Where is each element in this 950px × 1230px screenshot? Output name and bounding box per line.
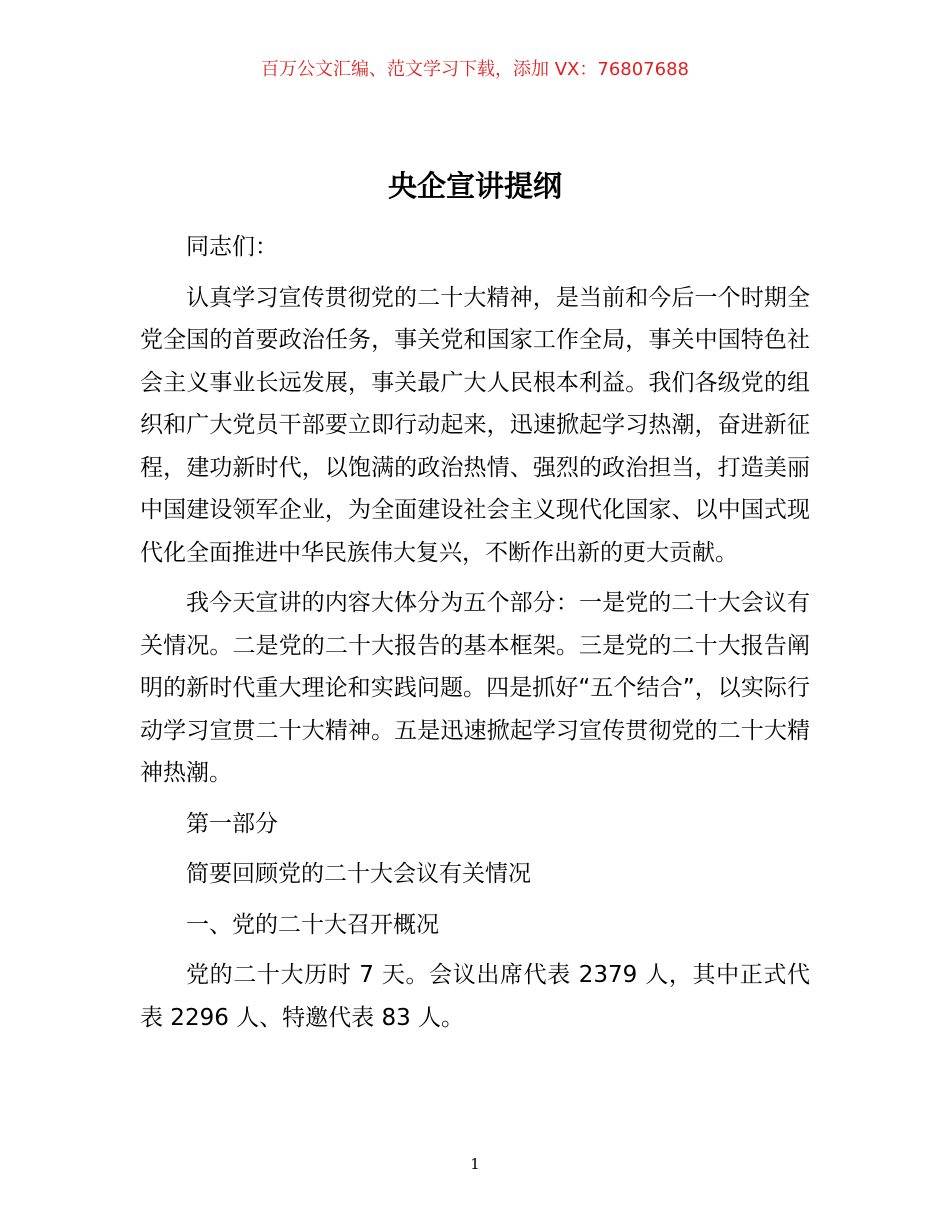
part-title: 简要回顾党的二十大会议有关情况 (186, 861, 531, 887)
paragraph-intro: 认真学习宣传贯彻党的二十大精神，是当前和今后一个时期全党全国的首要政治任务，事关党和国家工作全局，事关中国特色社会主义事业长远发展，事关最广大人民根本利益。我们各级党的组织和广大党员干部要立即行动起来，迅速掀起学习热潮，奋进新征程，建功新时代，以饱满的政治热情、强烈的政治担当，打造美丽中国建设领军企业，为全面建设社会主义现代化国家、以中国式现代化全面推进中华民族伟大复兴，不断作出新的更大贡献。 (140, 284, 810, 566)
section-heading: 一、党的二十大召开概况 (186, 911, 439, 938)
page-number: 1 (470, 1155, 480, 1173)
part-label: 第一部分 (186, 810, 278, 837)
header-banner: 百万公文汇编、范文学习下载，添加 VX：76807688 (261, 59, 689, 80)
document-body (140, 226, 810, 1047)
paragraph-outline: 我今天宣讲的内容大体分为五个部分：一是党的二十大会议有关情况。二是党的二十大报告的基本框架。三是党的二十大报告阐明的新时代重大理论和实践问题。四是抓好“五个结合”，以实际行动学习宣贯二十大精神。五是迅速掀起学习宣传贯彻党的二十大精神热潮。 (140, 590, 810, 786)
salutation: 同志们： (186, 234, 278, 260)
paragraph-section-1: 党的二十大历时 7 天。会议出席代表 2379 人，其中正式代表 2296 人、特邀代表 83 人。 (140, 962, 810, 1031)
document-title: 央企宣讲提纲 (387, 169, 562, 203)
